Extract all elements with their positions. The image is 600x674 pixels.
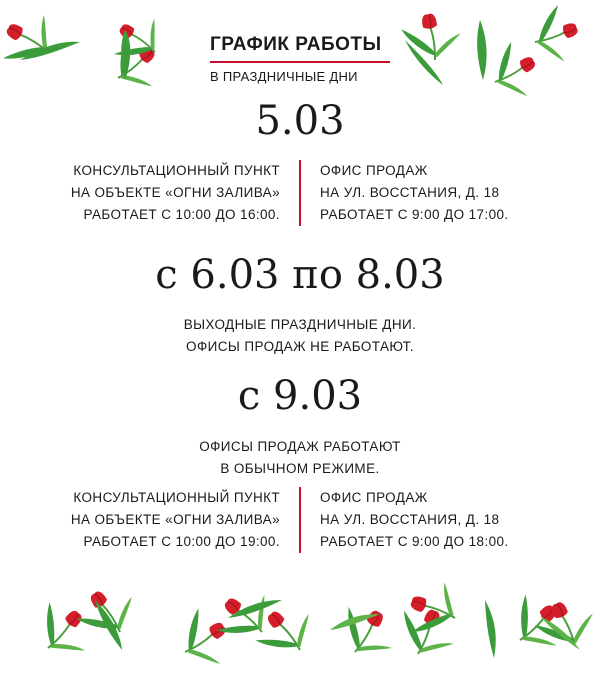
text-line: РАБОТАЕТ С 9:00 ДО 17:00. xyxy=(320,207,509,222)
text-line: ОФИСЫ ПРОДАЖ НЕ РАБОТАЮТ. xyxy=(186,339,414,354)
tulip-icon xyxy=(482,37,548,100)
tulip-decoration-bottom xyxy=(0,570,600,674)
tulip-icon xyxy=(27,594,101,667)
header xyxy=(210,34,388,85)
text-line: ОФИС ПРОДАЖ xyxy=(320,163,428,178)
tulip-icon xyxy=(101,29,170,100)
header-divider xyxy=(210,61,390,63)
text-line: РАБОТАЕТ С 10:00 ДО 19:00. xyxy=(83,534,280,549)
page-title: ГРАФИК РАБОТЫ xyxy=(210,34,382,55)
text-line: В ОБЫЧНОМ РЕЖИМЕ. xyxy=(220,461,380,476)
text-line: РАБОТАЕТ С 9:00 ДО 18:00. xyxy=(320,534,509,549)
text-line: ОФИСЫ ПРОДАЖ РАБОТАЮТ xyxy=(199,439,401,454)
text-line: КОНСУЛЬТАЦИОННЫЙ ПУНКТ xyxy=(73,490,280,505)
text-line: НА ОБЪЕКТЕ «ОГНИ ЗАЛИВА» xyxy=(70,512,280,527)
text-line: КОНСУЛЬТАЦИОННЫЙ ПУНКТ xyxy=(73,163,280,178)
tulip-icon xyxy=(530,591,600,658)
holiday-notice xyxy=(0,314,600,358)
column-divider xyxy=(299,160,301,226)
column-divider xyxy=(299,487,301,553)
text-line: РАБОТАЕТ С 10:00 ДО 16:00. xyxy=(83,207,280,222)
date-heading-2: с 6.03 по 8.03 xyxy=(155,252,445,298)
schedule-columns-1 xyxy=(0,160,600,226)
tulip-icon xyxy=(399,9,464,65)
tulip-icon xyxy=(70,577,144,648)
text-line: ОФИС ПРОДАЖ xyxy=(320,490,428,505)
regular-mode-notice xyxy=(0,436,600,480)
consultation-point-block xyxy=(71,160,280,226)
text-line: НА УЛ. ВОССТАНИЯ, Д. 18 xyxy=(320,185,500,200)
text-line: ВЫХОДНЫЕ ПРАЗДНИЧНЫЕ ДНИ. xyxy=(183,317,417,332)
text-line: НА УЛ. ВОССТАНИЯ, Д. 18 xyxy=(320,512,500,527)
tulip-icon xyxy=(169,602,240,674)
tulip-decoration-top-right xyxy=(395,0,600,100)
leaf-icon xyxy=(477,20,486,80)
consultation-point-block xyxy=(71,487,280,553)
tulip-icon xyxy=(526,2,586,69)
date-heading-3: с 9.03 xyxy=(237,373,363,419)
schedule-columns-2 xyxy=(0,487,600,553)
date-heading-1: 5.03 xyxy=(255,98,345,144)
sales-office-block xyxy=(320,487,509,553)
tulip-icon xyxy=(0,3,63,76)
tulip-icon xyxy=(500,587,574,661)
leaf-icon xyxy=(485,600,496,658)
tulip-decoration-top-left xyxy=(0,0,205,100)
sales-office-block xyxy=(320,160,509,226)
tulip-icon xyxy=(331,598,404,667)
page-subtitle: В ПРАЗДНИЧНЫЕ ДНИ xyxy=(210,69,358,84)
text-line: НА ОБЪЕКТЕ «ОГНИ ЗАЛИВА» xyxy=(70,185,280,200)
